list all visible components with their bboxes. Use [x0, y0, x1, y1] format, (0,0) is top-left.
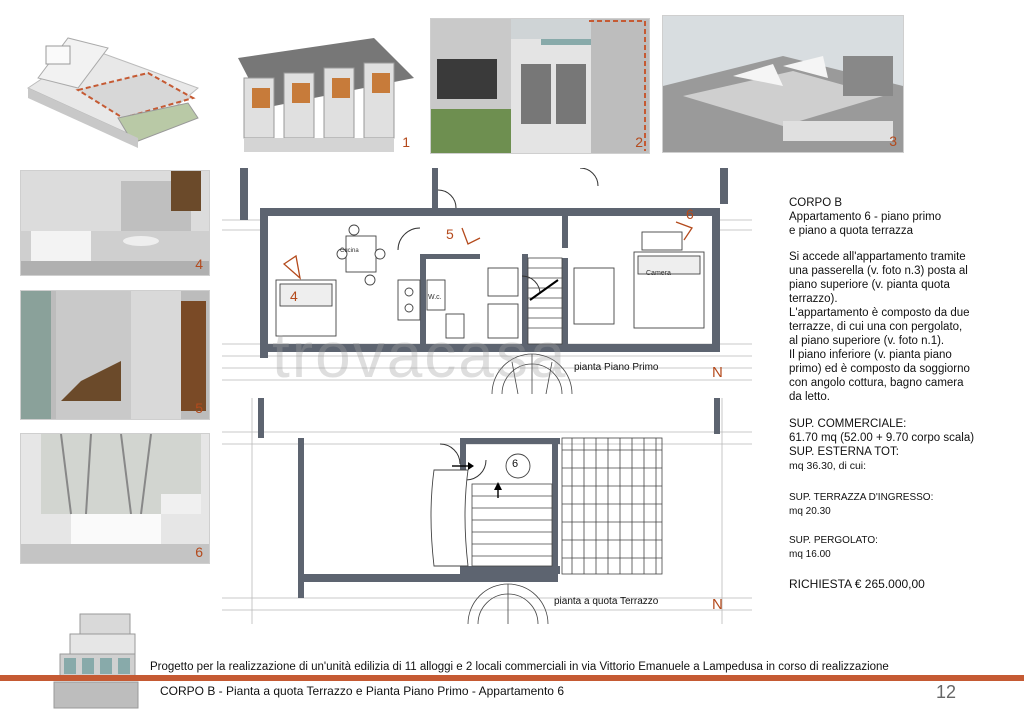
photo-mark-5: 5	[446, 226, 454, 242]
description-line: Si accede all'appartamento tramite	[789, 251, 966, 263]
photo-number: 4	[195, 256, 203, 272]
building-thumbnail-illustration	[50, 612, 140, 712]
photo-mark-4: 4	[290, 288, 298, 304]
plan-quota-terrazzo	[222, 398, 752, 624]
description-line: terrazzo).	[789, 293, 838, 305]
rooftop-render-illustration	[663, 16, 903, 152]
description-heading: CORPO B	[789, 197, 843, 209]
room-label-wc: W.c.	[428, 294, 442, 301]
render-building-overview	[18, 18, 206, 154]
photo-number: 1	[402, 134, 410, 150]
description-line: piano superiore (v. pianta quota	[789, 279, 950, 291]
terrazza-label: SUP. TERRAZZA D'INGRESSO:	[789, 492, 934, 503]
description-line: Il piano inferiore (v. pianta piano	[789, 349, 952, 361]
render-photo-3	[662, 15, 904, 153]
photo-number: 5	[195, 400, 203, 416]
description-line: una passerella (v. foto n.3) posta al	[789, 265, 968, 277]
bedroom-illustration	[21, 434, 209, 563]
staircase-illustration	[21, 291, 209, 419]
plan-title-piano-primo: pianta Piano Primo	[574, 362, 659, 373]
courtyard-render-illustration	[431, 19, 649, 153]
description-line: da letto.	[789, 391, 830, 403]
room-label-cucina: Cucina	[340, 248, 359, 254]
description-line: al piano superiore (v. foto n.1).	[789, 335, 945, 347]
sup-esterna-label: SUP. ESTERNA TOT:	[789, 446, 899, 458]
plan-title-quota-terrazzo: pianta a quota Terrazzo	[554, 596, 659, 607]
photo-number: 2	[635, 134, 643, 150]
building-overview-illustration	[18, 18, 206, 154]
north-marker: N	[712, 596, 723, 613]
render-photo-2	[430, 18, 650, 154]
description-line: con angolo cottura, bagno camera	[789, 377, 964, 389]
photo-number: 6	[195, 544, 203, 560]
sup-commerciale-value: 61.70 mq (52.00 + 9.70 corpo scala)	[789, 432, 975, 444]
pergolato-label: SUP. PERGOLATO:	[789, 535, 878, 546]
render-photo-1	[224, 18, 420, 154]
page-number: 12	[936, 682, 957, 702]
pergolato-value: mq 16.00	[789, 549, 831, 560]
photo-mark-6: 6	[686, 206, 694, 222]
living-room-illustration	[21, 171, 209, 275]
unit-number: 6	[512, 458, 519, 470]
footer-subtitle: CORPO B - Pianta a quota Terrazzo e Pianta Piano Primo - Appartamento 6	[160, 684, 564, 698]
room-label-camera: Camera	[646, 270, 671, 277]
sup-esterna-value: mq 36.30, di cui:	[789, 460, 867, 472]
sup-commerciale-label: SUP. COMMERCIALE:	[789, 418, 907, 430]
price: RICHIESTA € 265.000,00	[789, 577, 925, 591]
description-block	[789, 196, 1014, 591]
render-photo-4	[20, 170, 210, 276]
render-photo-6	[20, 433, 210, 564]
footer-accent-line	[0, 675, 1024, 681]
description-line: primo) ed è composto da soggiorno	[789, 363, 970, 375]
render-photo-5	[20, 290, 210, 420]
floor-plan-lower-drawing	[222, 398, 752, 624]
description-line: L'appartamento è composto da due	[789, 307, 970, 319]
north-marker: N	[712, 364, 723, 381]
terrazza-value: mq 20.30	[789, 506, 831, 517]
photo-number: 3	[889, 133, 897, 149]
description-subtitle: Appartamento 6 - piano primo	[789, 211, 942, 223]
footer-building-thumbnail	[50, 612, 140, 712]
footer-project-text: Progetto per la realizzazione di un'unità edilizia di 11 alloggi e 2 locali commerciali in via Vittorio Emanuele a Lampedusa in corso di realizzazione	[150, 661, 889, 673]
watermark: trovacasa	[272, 319, 568, 391]
description-subtitle: e piano a quota terrazza	[789, 225, 914, 237]
description-line: terrazze, di cui una con pergolato,	[789, 321, 963, 333]
terraces-render-illustration	[224, 18, 420, 154]
